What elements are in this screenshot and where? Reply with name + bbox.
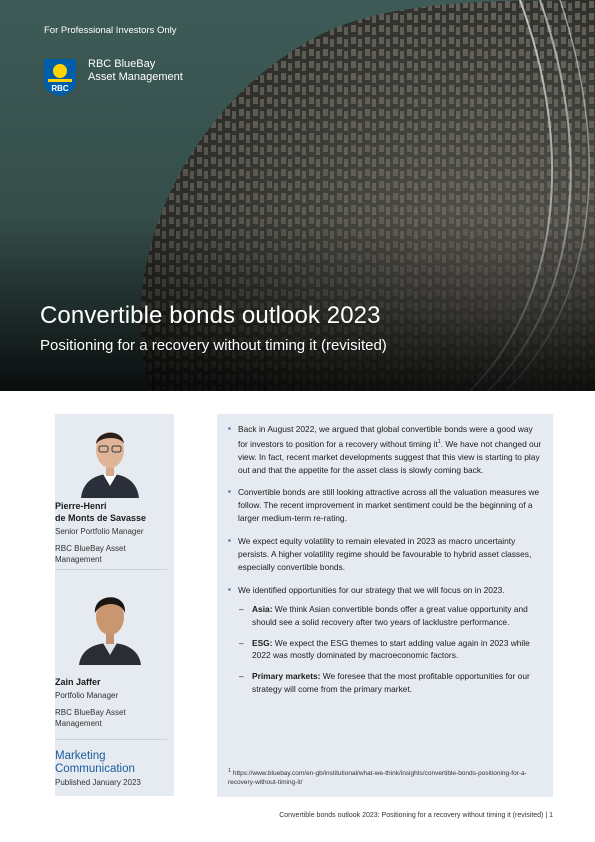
page-subtitle: Positioning for a recovery without timing it (revisited) bbox=[40, 337, 387, 354]
author-role: Portfolio Manager bbox=[55, 691, 119, 700]
list-item bbox=[228, 584, 544, 696]
audience-label: For Professional Investors Only bbox=[44, 25, 177, 36]
author-name: Pierre-Henri bbox=[55, 501, 107, 511]
sub-item-key: Primary markets: bbox=[252, 671, 321, 682]
marketing-communication-label bbox=[55, 750, 135, 776]
list-item: ▪ Convertible bonds are still looking attractive across all the valuation measures we follow. The recent improvement in market sentiment could be the beginning of a larger medium-term re-rating. bbox=[228, 486, 544, 525]
point-text: We identified opportunities for our strategy that we will focus on in 2023. bbox=[238, 584, 505, 595]
sub-list-item bbox=[238, 637, 544, 663]
brand-line-1: RBC BlueBay bbox=[88, 58, 156, 70]
footnote bbox=[228, 767, 544, 787]
footnote-number: 1 bbox=[228, 768, 232, 774]
divider bbox=[55, 739, 167, 740]
sub-item-key: Asia: bbox=[252, 603, 273, 614]
page-footer: Convertible bonds outlook 2023: Positioning for a recovery without timing it (revisited) | 1 bbox=[279, 812, 553, 819]
marketing-line-2: Communication bbox=[55, 763, 135, 775]
author-photo bbox=[73, 414, 147, 498]
rbc-logo bbox=[42, 57, 78, 97]
author-name: de Monts de Savasse bbox=[55, 513, 147, 523]
point-text: Back in August 2022, we argued that global convertible bonds were a good way for investors to position for a recovery without timing it bbox=[238, 424, 533, 449]
key-points-panel bbox=[217, 414, 553, 797]
list-item bbox=[228, 423, 544, 476]
brand-name bbox=[88, 58, 183, 84]
author-org: RBC BlueBay Asset Management bbox=[55, 708, 126, 728]
key-points-list bbox=[228, 423, 544, 706]
marketing-line-1: Marketing bbox=[55, 750, 106, 762]
list-item: ▪ We expect equity volatility to remain elevated in 2023 as macro uncertainty persists. A higher volatility regime should be favourable to hybrid asset classes, especially convertible bonds. bbox=[228, 535, 544, 574]
brand-line-2: Asset Management bbox=[88, 71, 183, 83]
sub-item-text: We think Asian convertible bonds offer a great value opportunity and should see a solid recovery after two years of lacklustre performance. bbox=[252, 603, 528, 627]
opportunity-list bbox=[238, 603, 544, 696]
footnote-link[interactable]: https://www.bluebay.com/en-gb/institutional/what-we-think/insights/convertible-bonds-positioning-for-a-recovery-without-timing-it/ bbox=[228, 770, 527, 787]
author-role: Senior Portfolio Manager bbox=[55, 527, 144, 536]
hero-banner bbox=[0, 0, 595, 391]
logo-text: RBC bbox=[51, 84, 69, 93]
footnote-ref: 1 bbox=[437, 438, 441, 445]
sub-item-key: ESG: bbox=[252, 637, 273, 648]
author-name: Zain Jaffer bbox=[55, 677, 101, 687]
author-sidebar bbox=[55, 414, 174, 796]
sub-list-item bbox=[238, 603, 544, 629]
sub-list-item bbox=[238, 670, 544, 696]
author-2 bbox=[55, 676, 145, 729]
published-date: Published January 2023 bbox=[55, 778, 141, 787]
sub-item-text: We expect the ESG themes to start adding value again in 2023 while 2022 was mostly dominated by macroeconomic factors. bbox=[252, 637, 530, 661]
page-title: Convertible bonds outlook 2023 bbox=[40, 302, 381, 329]
divider bbox=[55, 569, 167, 570]
author-org: RBC BlueBay Asset Management bbox=[55, 544, 126, 564]
author-1 bbox=[55, 500, 146, 565]
author-photo bbox=[73, 581, 147, 665]
point-text: . We have not changed our view. In fact, recent market developments suggest that this view is starting to play out and that the appetite for the asset class is slowly coming back. bbox=[238, 438, 542, 475]
sub-item-text: We foresee that the most profitable opportunities for our strategy will come from the primary market. bbox=[252, 671, 530, 695]
